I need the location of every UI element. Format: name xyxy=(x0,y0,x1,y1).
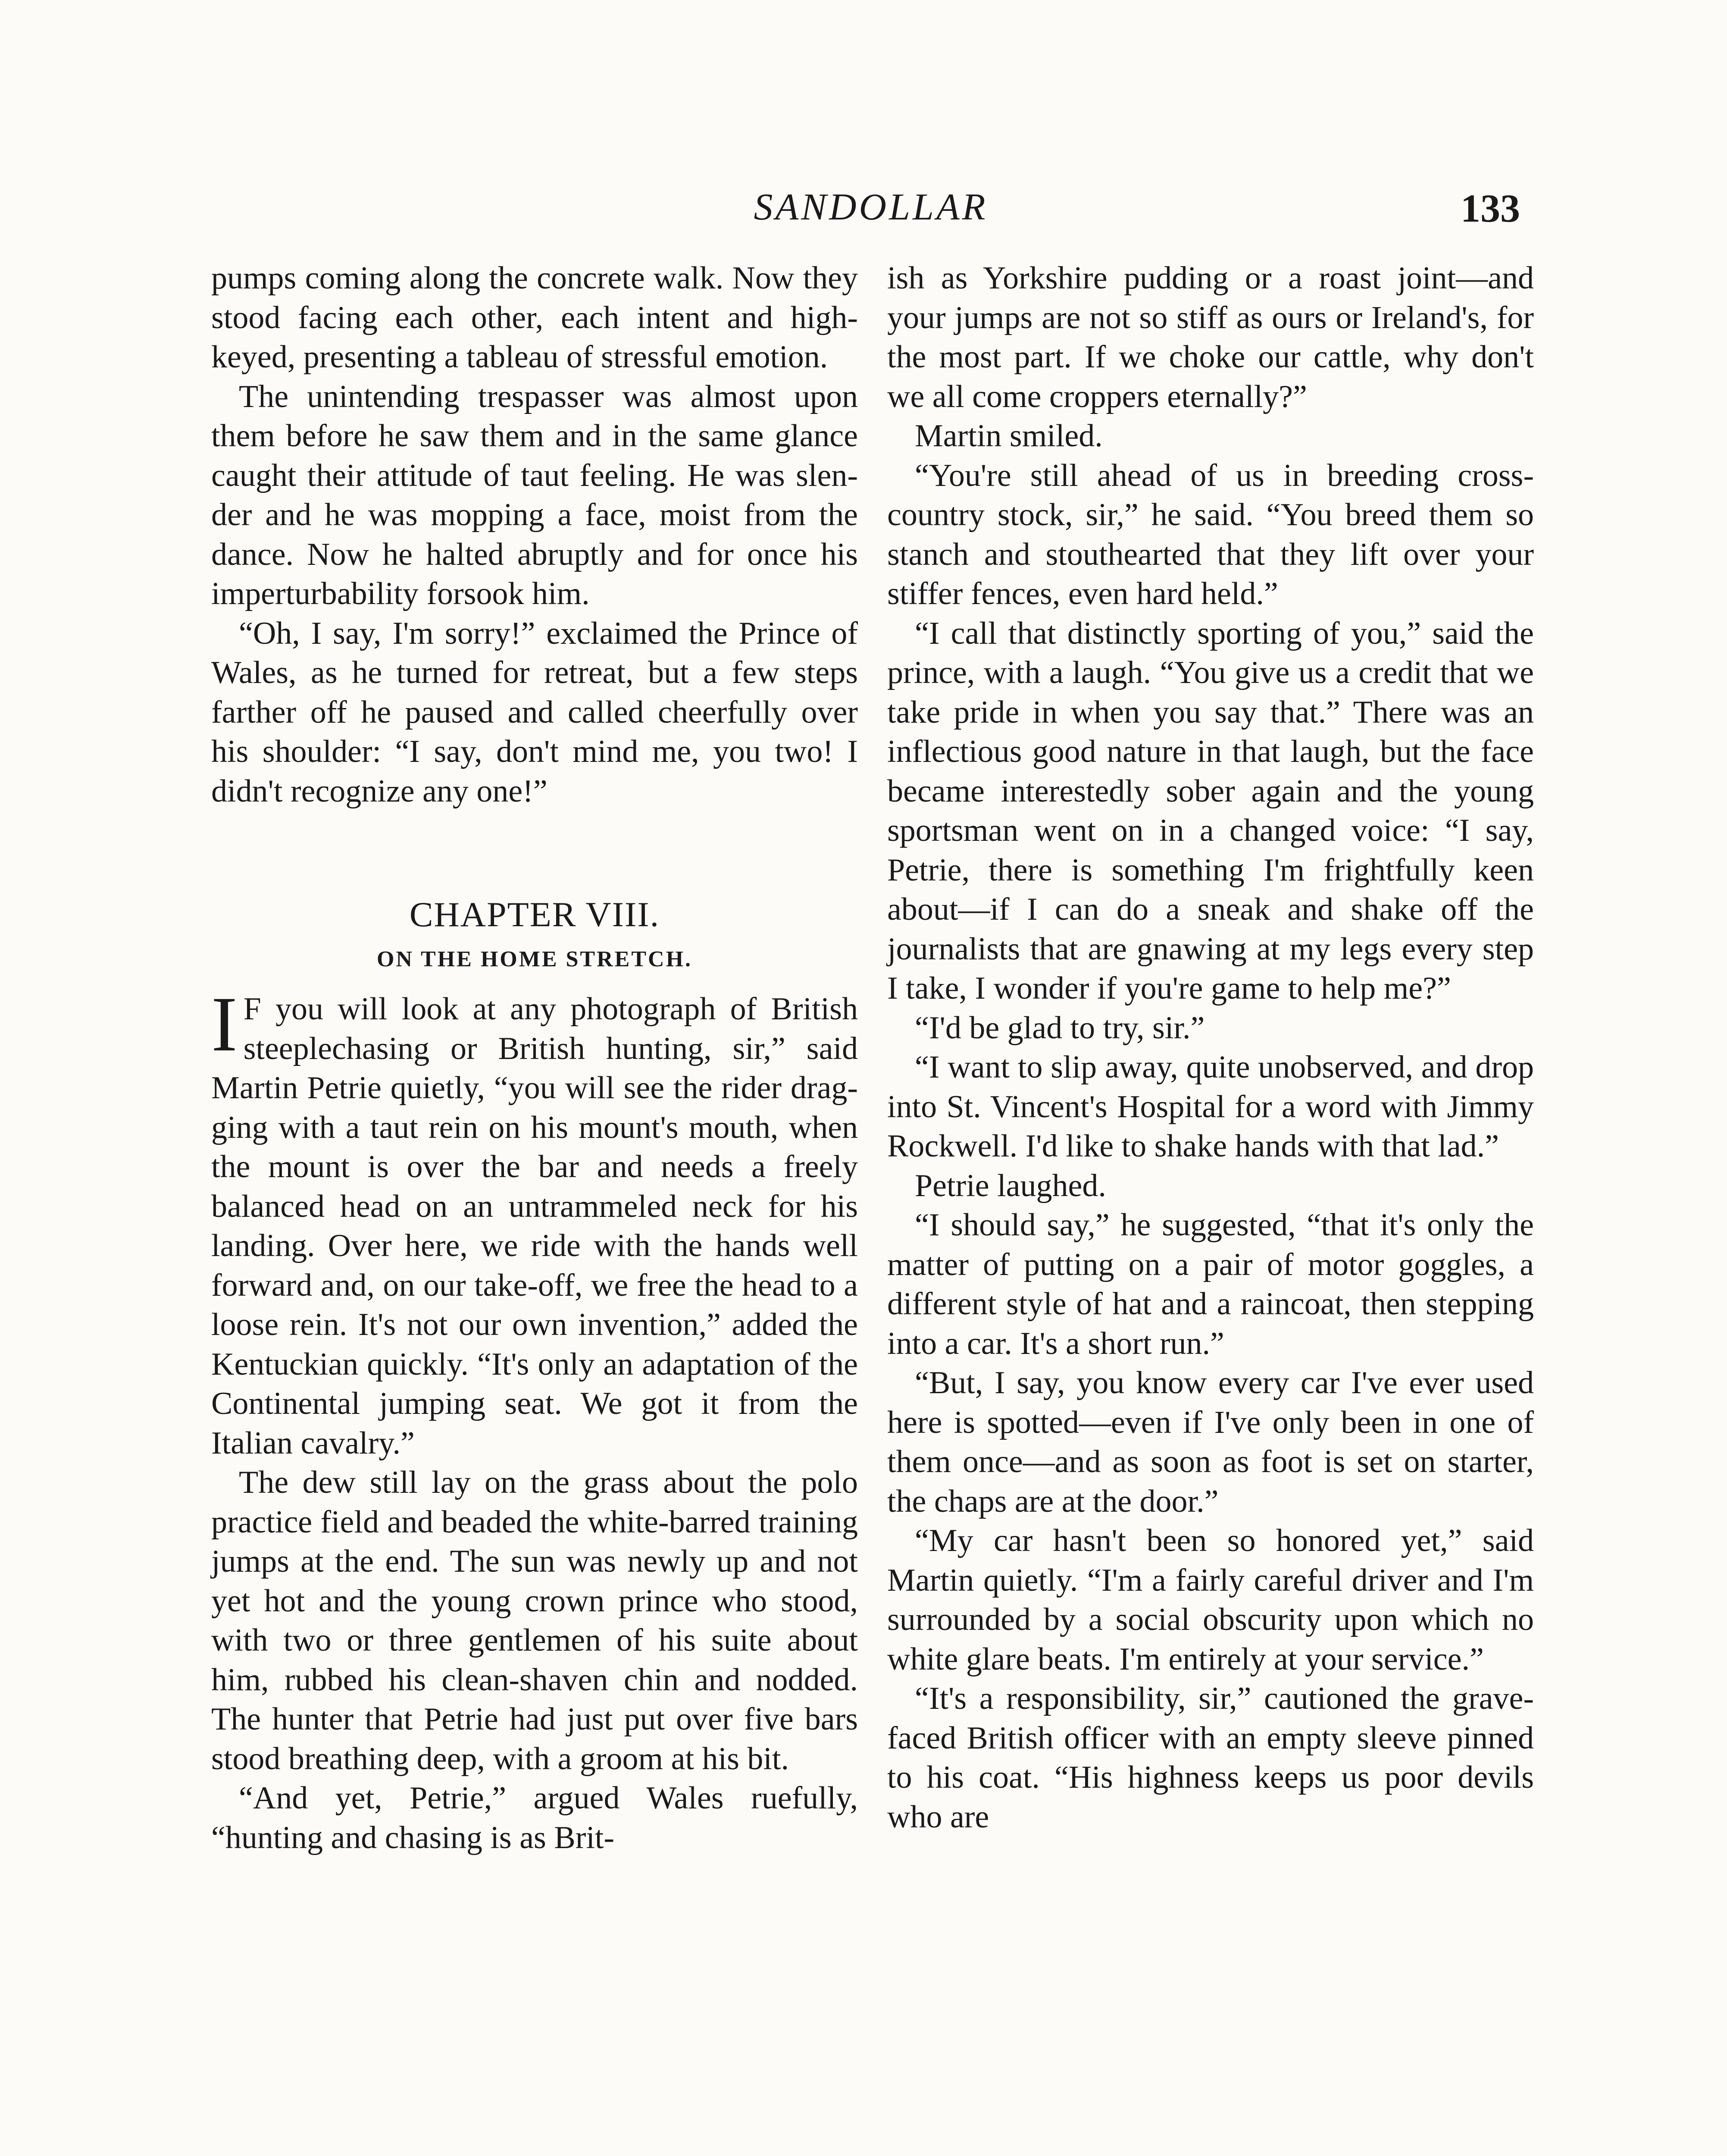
chapter-opening-paragraph xyxy=(211,981,858,1463)
right-column xyxy=(887,259,1534,1837)
paragraph: “And yet, Petrie,” argued Wales ruefully, “hunting and chasing is as Brit- xyxy=(211,1780,858,1855)
paragraph: Martin smiled. xyxy=(915,418,1103,454)
paragraph: “I should say,” he suggested, “that it's only the matter of putting on a pair of motor goggles, a different style of hat and a raincoat, then stepping into a car. It's a short run.” xyxy=(887,1207,1534,1361)
paragraph: “I call that distinctly sporting of you,” said the prince, with a laugh. “You give us a credit that we take pride in when you say that.” There was an inflectious good nature in that laugh, but the face became interestedly sober again and the young sportsman went on in a changed voice: “I say, Petrie, there is something I'm frightfully keen about—if I can do a sneak and shake off the journalists that are gnawing at my legs every step I take, I wonder if you're game to help me?” xyxy=(887,615,1534,1006)
paragraph: “I want to slip away, quite unobserved, and drop into St. Vincent's Hospital for a word with Jimmy Rockwell. I'd like to shake hands with that lad.” xyxy=(887,1050,1534,1164)
running-title: SANDOLLAR xyxy=(754,186,988,228)
paragraph: The dew still lay on the grass about the polo practice field and beaded the white-barred training jumps at the end. The sun was newly up and not yet hot and the young crown prince who stood, with two or three gentlemen of his suite about him, rubbed his clean-shaven chin and nodded. The hunter that Petrie had just put over five bars stood breathing deep, with a groom at his bit. xyxy=(211,1465,858,1777)
left-column xyxy=(211,259,858,1858)
page-number: 133 xyxy=(1461,186,1520,230)
paragraph: “I'd be glad to try, sir.” xyxy=(915,1010,1205,1046)
drop-cap: I xyxy=(211,981,238,1068)
paragraph-text: F you will look at any photograph of British steeplechasing or British hunting, sir,” said Martin Petrie quietly, “you will see the rider dragging with a taut rein on his mount's mouth, when the mount is over the bar and needs a freely balanced head on an untrammeled neck for his landing. Over here, we ride with the hands well forward and, on our take-off, we free the head to a loose rein. It's not our own invention,” added the Kentuckian quickly. “It's only an adaptation of the Continental jumping seat. We got it from the Italian cavalry.” xyxy=(211,991,858,1461)
paragraph: Petrie laughed. xyxy=(915,1168,1106,1203)
paragraph: The unintending trespasser was almost upon them before he saw them and in the same glance caught their attitude of taut feeling. He was slender and he was mopping a face, moist from the dance. Now he halted abruptly and for once his imperturbability forsook him. xyxy=(211,379,858,611)
paragraph: pumps coming along the concrete walk. Now they stood facing each other, each intent and high-keyed, presenting a tableau of stressful emotion. xyxy=(211,260,858,375)
paragraph: “Oh, I say, I'm sorry!” exclaimed the Prince of Wales, as he turned for retreat, but a few steps farther off he paused and called cheerfully over his shoulder: “I say, don't mind me, you two! I didn't recognize any one!” xyxy=(211,615,858,809)
page-header xyxy=(0,185,1727,233)
chapter-title: CHAPTER VIII. xyxy=(409,895,660,934)
paragraph: “My car hasn't been so honored yet,” said Martin quietly. “I'm a fairly careful driver and I'm surrounded by a social obscurity upon which no white glare beats. I'm entirely at your service.” xyxy=(887,1523,1534,1677)
paragraph: “It's a responsibility, sir,” cautioned the grave-faced British officer with an empty sleeve pinned to his coat. “His highness keeps us poor devils who are xyxy=(887,1681,1534,1835)
chapter-subtitle: ON THE HOME STRETCH. xyxy=(376,947,693,971)
paragraph: “You're still ahead of us in breeding cross-country stock, sir,” he said. “You breed them so stanch and stouthearted that they lift over your stiffer fences, even hard held.” xyxy=(887,458,1534,611)
paragraph: “But, I say, you know every car I've ever used here is spotted—even if I've only been in one of them once—and as soon as foot is set on starter, the chaps are at the door.” xyxy=(887,1365,1534,1519)
paragraph: ish as Yorkshire pudding or a roast joint—and your jumps are not so stiff as ours or Ireland's, for the most part. If we choke our cattle, why don't we all come croppers eternally?” xyxy=(887,260,1534,414)
